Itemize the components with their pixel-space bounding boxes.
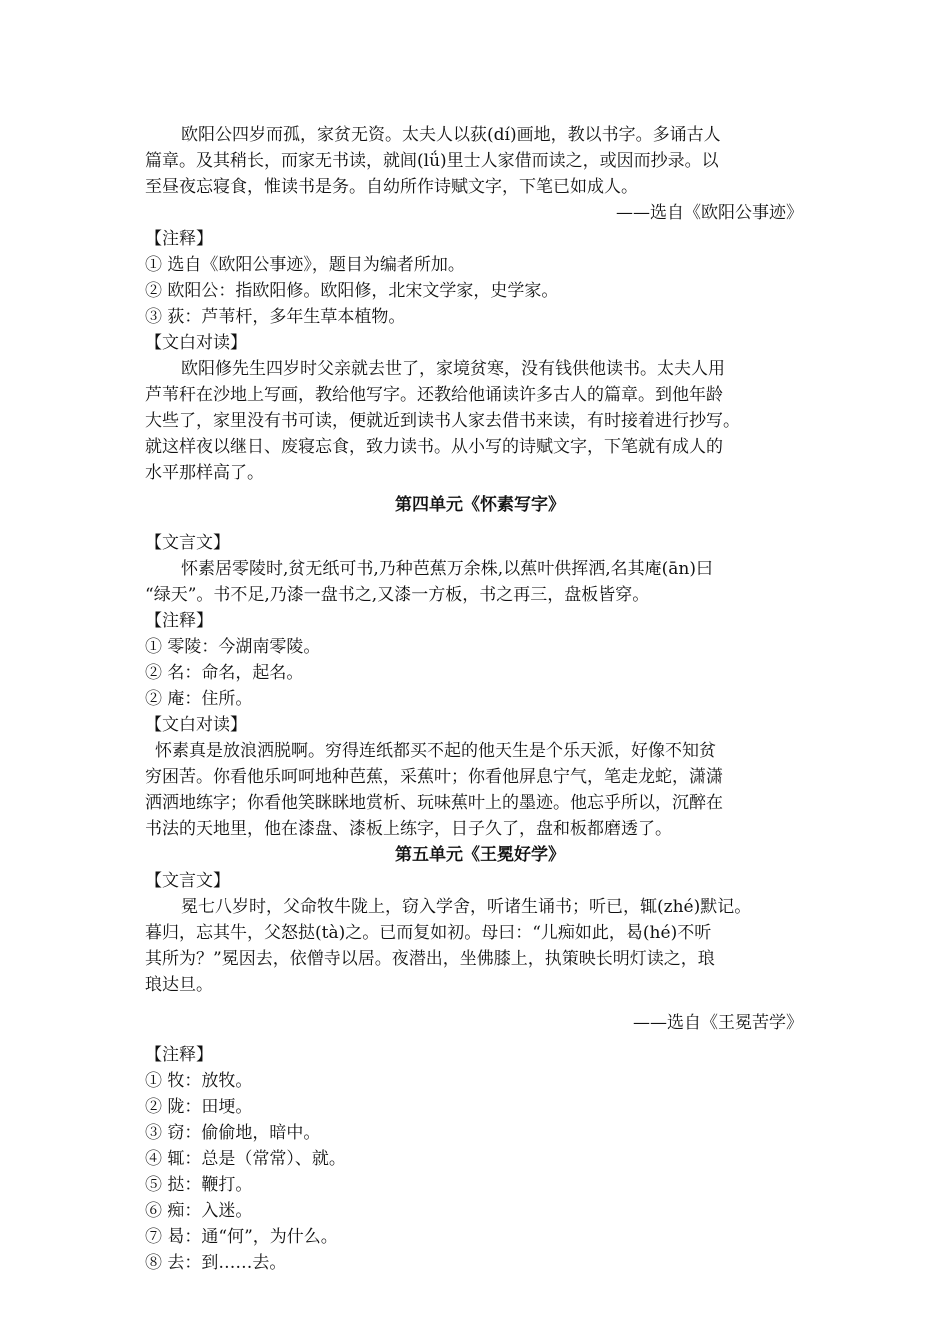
notes-list <box>145 252 815 330</box>
translation-paragraph <box>145 356 815 486</box>
text-line: 穷困苦。你看他乐呵呵地种芭蕉，采蕉叶；你看他屏息宁气，笔走龙蛇，潇潇 <box>145 767 723 787</box>
ouyang-original-paragraph <box>145 122 815 200</box>
note-item: ① 选自《欧阳公事迹》，题目为编者所加。 <box>145 255 465 275</box>
text-line: 怀素真是放浪洒脱啊。穷得连纸都买不起的他天生是个乐天派，好像不知贫 <box>155 741 716 761</box>
wangmian-original-paragraph <box>145 894 815 998</box>
notes-list <box>145 1068 815 1276</box>
huaisu-original-paragraph <box>145 556 815 608</box>
text-line: 就这样夜以继日、废寝忘食，致力读书。从小写的诗赋文字，下笔就有成人的 <box>145 437 723 457</box>
text-line: 至昼夜忘寝食，惟读书是务。自幼所作诗赋文字，下笔已如成人。 <box>145 177 638 197</box>
translation-title: 【文白对读】 <box>145 715 247 735</box>
text-line: 篇章。及其稍长，而家无书读，就闾(lǘ)里士人家借而读之，或因而抄录。以 <box>145 151 719 171</box>
source-citation: ——选自《欧阳公事迹》 <box>616 203 803 223</box>
note-item: ⑧ 去：到……去。 <box>145 1253 287 1273</box>
translation-title: 【文白对读】 <box>145 333 247 353</box>
text-line: 芦苇秆在沙地上写画，教给他写字。还教给他诵读许多古人的篇章。到他年龄 <box>145 385 723 405</box>
text-line: 冕七八岁时，父命牧牛陇上，窃入学舍，听诸生诵书；听已，辄(zhé)默记。 <box>181 897 752 917</box>
note-item: ③ 窃：偷偷地，暗中。 <box>145 1123 321 1143</box>
text-line: 欧阳公四岁而孤，家贫无资。太夫人以荻(dí)画地，教以书字。多诵古人 <box>181 125 721 145</box>
text-line: 琅达旦。 <box>145 975 213 995</box>
source-citation: ——选自《王冕苦学》 <box>633 1013 803 1033</box>
note-item: ② 欧阳公：指欧阳修。欧阳修，北宋文学家，史学家。 <box>145 281 559 301</box>
text-line: 其所为？”冕因去，依僧寺以居。夜潜出，坐佛膝上，执策映长明灯读之，琅 <box>145 949 715 969</box>
text-line: 怀素居零陵时,贫无纸可书,乃种芭蕉万余株,以蕉叶供挥洒,名其庵(ān)曰 <box>181 559 713 579</box>
text-line: 暮归，忘其牛，父怒挞(tà)之。已而复如初。母曰：“儿痴如此，曷(hé)不听 <box>145 923 712 943</box>
note-item: ⑤ 挞：鞭打。 <box>145 1175 253 1195</box>
note-item: ⑥ 痴：入迷。 <box>145 1201 253 1221</box>
translation-paragraph <box>145 738 815 842</box>
note-item: ⑦ 曷：通“何”，为什么。 <box>145 1227 338 1247</box>
text-line: 洒洒地练字；你看他笑眯眯地赏析、玩味蕉叶上的墨迹。他忘乎所以，沉醉在 <box>145 793 723 813</box>
note-item: ① 牧：放牧。 <box>145 1071 253 1091</box>
text-line: 大些了，家里没有书可读，便就近到读书人家去借书来读，有时接着进行抄写。 <box>145 411 740 431</box>
notes-title: 【注释】 <box>145 229 213 249</box>
note-item: ② 名：命名，起名。 <box>145 663 304 683</box>
note-item: ③ 荻：芦苇杆，多年生草本植物。 <box>145 307 406 327</box>
document-page <box>145 122 815 1276</box>
section-heading: 第五单元《王冕好学》 <box>395 845 565 865</box>
text-line: “绿天”。书不足,乃漆一盘书之,又漆一方板，书之再三，盘板皆穿。 <box>145 585 650 605</box>
section-heading: 第四单元《怀素写字》 <box>395 495 565 515</box>
classical-title: 【文言文】 <box>145 871 230 891</box>
note-item: ① 零陵：今湖南零陵。 <box>145 637 321 657</box>
text-line: 书法的天地里，他在漆盘、漆板上练字，日子久了，盘和板都磨透了。 <box>145 819 672 839</box>
note-item: ② 庵：住所。 <box>145 689 253 709</box>
text-line: 水平那样高了。 <box>145 463 264 483</box>
note-item: ② 陇：田埂。 <box>145 1097 253 1117</box>
classical-title: 【文言文】 <box>145 533 230 553</box>
notes-title: 【注释】 <box>145 611 213 631</box>
text-line: 欧阳修先生四岁时父亲就去世了，家境贫寒，没有钱供他读书。太夫人用 <box>181 359 725 379</box>
note-item: ④ 辄：总是（常常）、就。 <box>145 1149 346 1169</box>
notes-title: 【注释】 <box>145 1045 213 1065</box>
notes-list <box>145 634 815 712</box>
